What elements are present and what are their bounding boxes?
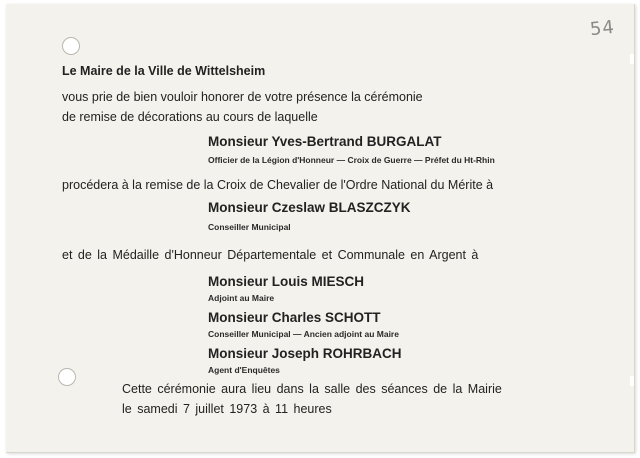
award-1-line: procédera à la remise de la Croix de Chevalier de l'Ordre National du Mérite à xyxy=(62,178,494,192)
invitation-card xyxy=(6,4,635,453)
edge-notch xyxy=(630,54,634,64)
punch-hole-bottom xyxy=(58,368,76,386)
award-2-line: et de la Médaille d'Honneur Départementale et Communale en Argent à xyxy=(62,248,479,262)
mayor-line: Le Maire de la Ville de Wittelsheim xyxy=(62,64,266,78)
handwritten-page-number: 54 xyxy=(588,16,616,41)
recipient-name: Monsieur Czeslaw BLASZCZYK xyxy=(208,200,411,215)
presider-name: Monsieur Yves-Bertrand BURGALAT xyxy=(208,134,442,149)
invite-line-1: vous prie de bien vouloir honorer de votre présence la cérémonie xyxy=(62,90,423,104)
punch-hole-top xyxy=(62,37,80,55)
presider-titles: Officier de la Légion d'Honneur — Croix de Guerre — Préfet du Ht-Rhin xyxy=(208,155,495,165)
edge-notch xyxy=(630,376,634,386)
recipient-title: Conseiller Municipal — Ancien adjoint au Maire xyxy=(208,329,399,339)
recipient-title: Conseiller Municipal xyxy=(208,222,291,232)
recipient-title: Agent d'Enquêtes xyxy=(208,365,280,375)
date-line: le samedi 7 juillet 1973 à 11 heures xyxy=(122,402,332,416)
recipient-title: Adjoint au Maire xyxy=(208,293,275,303)
invite-line-2: de remise de décorations au cours de laquelle xyxy=(62,110,318,124)
location-line: Cette cérémonie aura lieu dans la salle des séances de la Mairie xyxy=(122,382,502,396)
recipient-name: Monsieur Louis MIESCH xyxy=(208,274,365,289)
recipient-name: Monsieur Charles SCHOTT xyxy=(208,310,381,325)
recipient-name: Monsieur Joseph ROHRBACH xyxy=(208,346,402,361)
